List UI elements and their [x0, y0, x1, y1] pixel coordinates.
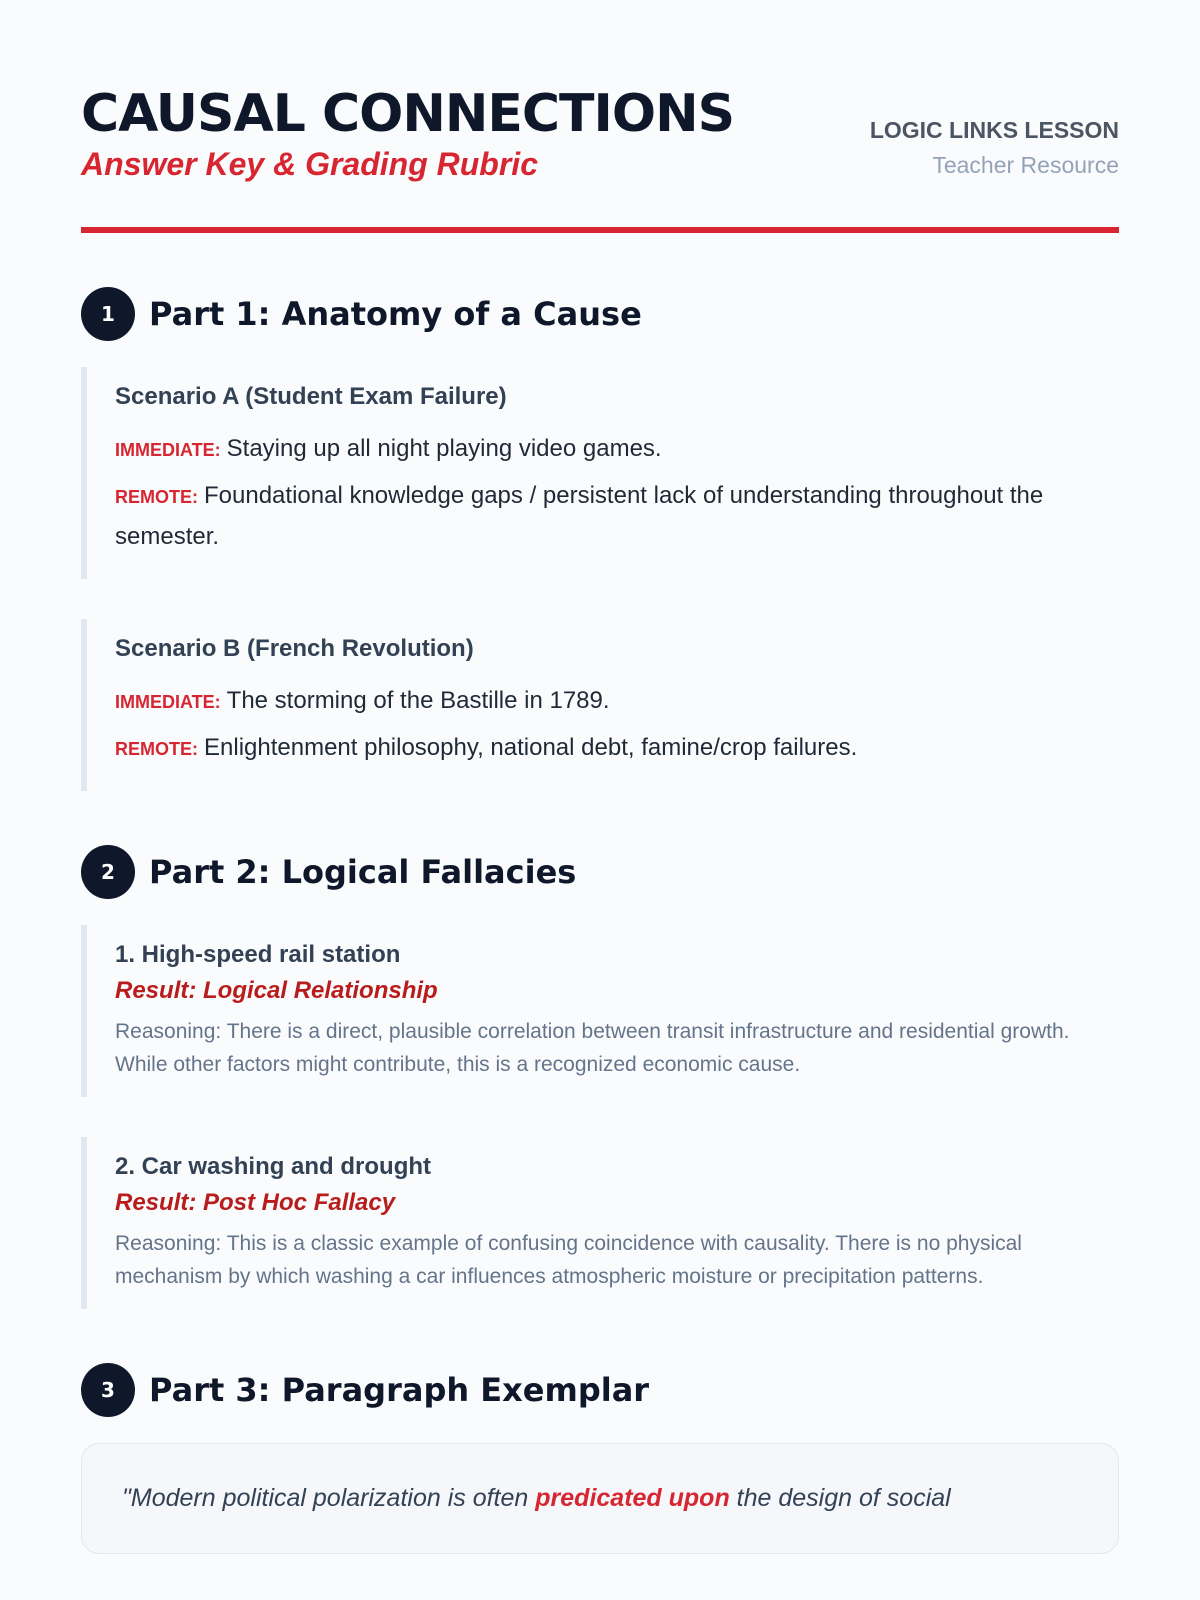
fallacy-title: 2. Car washing and drought [115, 1153, 432, 1180]
part-2-heading [81, 845, 1119, 899]
remote-label: REMOTE: [115, 487, 198, 507]
section-title: Part 3: Paragraph Exemplar [149, 1371, 650, 1409]
scenario-block [81, 619, 1119, 791]
exemplar-highlight: predicated upon [535, 1484, 730, 1512]
part-3-heading [81, 1363, 1119, 1417]
page-title: CAUSAL CONNECTIONS [81, 84, 735, 144]
page-subtitle: Answer Key & Grading Rubric [81, 146, 538, 182]
page-header [81, 0, 1119, 233]
lesson-info [870, 117, 1119, 183]
part-1-heading [81, 287, 1119, 341]
part-3-section [81, 1363, 1119, 1554]
section-title: Part 2: Logical Fallacies [149, 853, 577, 891]
fallacy-reasoning: Reasoning: This is a classic example of confusing coincidence with causality. There is no physical mechanism by which washing a car influences atmospheric moisture or precipitation patterns. [115, 1232, 1022, 1288]
immediate-label: IMMEDIATE: [115, 692, 221, 712]
fallacy-result: Result: Logical Relationship [115, 977, 438, 1004]
immediate-text: Staying up all night playing video games. [226, 435, 662, 462]
fallacy-result: Result: Post Hoc Fallacy [115, 1189, 396, 1216]
fallacy-reasoning: Reasoning: There is a direct, plausible correlation between transit infrastructure and residential growth. While other factors might contribute, this is a recognized economic cause. [115, 1020, 1070, 1076]
fallacy-item [81, 1137, 1119, 1309]
remote-cause [115, 728, 1119, 769]
exemplar-text-start: "Modern political polarization is often [122, 1484, 536, 1512]
scenario-title: Scenario A (Student Exam Failure) [115, 383, 507, 410]
immediate-cause [115, 429, 1119, 470]
scenario-block [81, 367, 1119, 579]
lesson-name: LOGIC LINKS LESSON [869, 117, 1119, 143]
part-1-section [81, 287, 1119, 791]
resource-label: Teacher Resource [932, 152, 1119, 178]
section-title: Part 1: Anatomy of a Cause [149, 295, 642, 333]
immediate-label: IMMEDIATE: [115, 440, 221, 460]
exemplar-text-end: the design of social [729, 1484, 951, 1512]
remote-text: Enlightenment philosophy, national debt, famine/crop failures. [204, 734, 858, 761]
part-number-badge: 2 [81, 845, 135, 899]
remote-cause [115, 476, 1119, 557]
part-number-badge: 3 [81, 1363, 135, 1417]
fallacy-item [81, 925, 1119, 1097]
paragraph-exemplar [81, 1443, 1119, 1554]
fallacy-title: 1. High-speed rail station [115, 941, 401, 968]
remote-text: Foundational knowledge gaps / persistent lack of understanding throughout the semester. [115, 482, 1044, 550]
title-group [81, 84, 734, 183]
part-2-section [81, 845, 1119, 1309]
scenario-title: Scenario B (French Revolution) [115, 635, 474, 662]
immediate-text: The storming of the Bastille in 1789. [226, 687, 610, 714]
remote-label: REMOTE: [115, 739, 198, 759]
part-number-badge: 1 [81, 287, 135, 341]
immediate-cause [115, 681, 1119, 722]
